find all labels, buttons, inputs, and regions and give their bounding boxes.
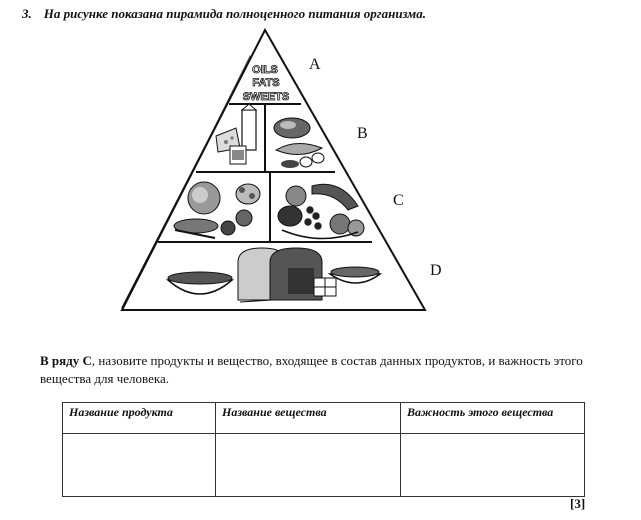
answer-cell-importance[interactable] <box>401 434 585 497</box>
table-row <box>63 434 585 497</box>
score-marks: [3] <box>570 496 586 511</box>
level-label-d: D <box>430 262 442 279</box>
column-header-product: Название продукта <box>63 403 216 434</box>
answer-table-header-row <box>63 403 585 434</box>
answer-cell-substance[interactable] <box>216 434 401 497</box>
level-label-a: A <box>309 56 321 73</box>
pyramid-top-label: FATS <box>252 77 280 89</box>
level-label-b: B <box>357 125 368 142</box>
answer-table <box>62 402 585 497</box>
column-header-substance: Название вещества <box>216 403 401 434</box>
column-header-importance: Важность этого вещества <box>401 403 585 434</box>
task-lead: В ряду С <box>40 353 92 368</box>
pyramid-top-label: SWEETS <box>242 91 290 103</box>
task-body: , назовите продукты и вещество, входящее в состав данных продуктов, и важность этого вещества для человека. <box>40 353 583 386</box>
pyramid-top-label: OILS <box>252 64 278 76</box>
task-text <box>40 352 600 388</box>
answer-cell-product[interactable] <box>63 434 216 497</box>
level-label-c: C <box>393 192 404 209</box>
question-text: На рисунке показана пирамида полноценного питания организма. <box>43 6 426 21</box>
question-number: 3. <box>22 6 32 21</box>
